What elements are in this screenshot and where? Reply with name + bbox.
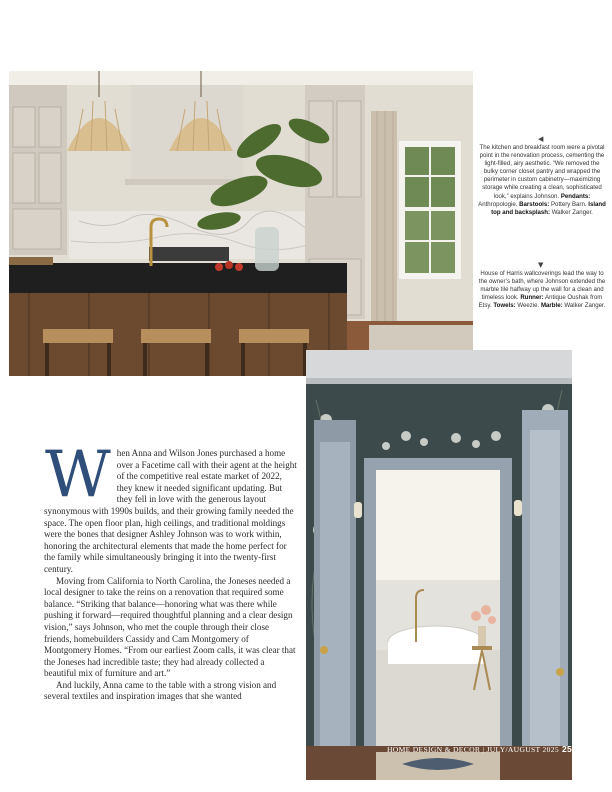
drop-cap: W — [45, 438, 111, 512]
bath-caption-text: House of Harris wallcoverings lead the way to the owner’s bath, where Johnson extended the marble tile halfway up the wall for a clean and timeless look. — [478, 270, 606, 302]
caption-arrow-left-icon: ◀ — [538, 135, 544, 143]
bath-caption-label-1: Runner: — [520, 294, 544, 302]
kitchen-caption — [478, 144, 606, 217]
kitchen-caption-value-1: Anthropologie. — [478, 200, 518, 208]
kitchen-caption-value-2: Pottery Barn. — [550, 200, 587, 208]
kitchen-caption-text: The kitchen and breakfast room were a pivotal point in the renovation process, cementing the light-filled, airy aesthetic. “We removed the bulky corner closet pantry and wrapped the perimeter in custom cabinetry—maximizing storage while creating a clean, sophisticated look,” explains Johnson. — [479, 144, 605, 200]
page-number: 25 — [561, 744, 572, 754]
bath-caption-value-3: Walker Zanger. — [564, 302, 606, 310]
article-paragraph-1 — [44, 438, 298, 576]
publication-line: HOME DESIGN & DECOR | JULY/AUGUST 2025 — [387, 745, 559, 754]
article-paragraph-2: Moving from California to North Carolina, the Joneses needed a local designer to take the reins on a renovation that required some balance. “Striking that balance—honoring what was there while pushing it forward—required thoughtful planning and a clear design vision,” says Johnson, who met the couple through their close friends, homebuilders Cassidy and Cam Montgomery of Montgomery Homes. “From our earliest Zoom calls, it was clear that the Joneses had incredible taste; they had already collected a beautiful mix of furniture and art.” — [44, 575, 296, 679]
article-paragraph-3: And luckily, Anna came to the table with a strong vision and several textiles and inspiration images that she wanted — [44, 679, 277, 702]
article-body — [44, 438, 298, 703]
kitchen-caption-label-2: Barstools: — [519, 200, 550, 208]
kitchen-photo — [9, 71, 473, 376]
bath-caption — [478, 270, 606, 310]
article-paragraph-1-text: hen Anna and Wilson Jones purchased a home over a Facetime call with their agent at the height of the competitive real estate market of 2022, they knew it needed significant updating. But they fell in love with the generous layout synonymous with 1990s builds, and their growing family needed the space. The open floor plan, high ceilings, and traditional moldings were the bones that designer Ashley Johnson was to work within, honoring the architectural elements that made the home perfect for the family while simultaneously bringing it into the twenty-first century. — [44, 448, 297, 574]
bath-caption-value-2: Weezie. — [517, 302, 540, 310]
bath-hallway-photo — [306, 350, 572, 780]
bath-caption-label-2: Towels: — [493, 302, 516, 310]
kitchen-caption-value-3: Walker Zanger. — [551, 208, 593, 216]
bath-caption-value-1: Antique Oushak from Etsy. — [478, 294, 603, 310]
page-footer — [387, 744, 572, 754]
bath-caption-label-3: Marble: — [540, 302, 563, 310]
kitchen-caption-label-3: Island top and backsplash: — [491, 200, 606, 216]
caption-arrow-down-icon: ▼ — [538, 261, 544, 269]
kitchen-caption-label-1: Pendants: — [560, 192, 591, 200]
